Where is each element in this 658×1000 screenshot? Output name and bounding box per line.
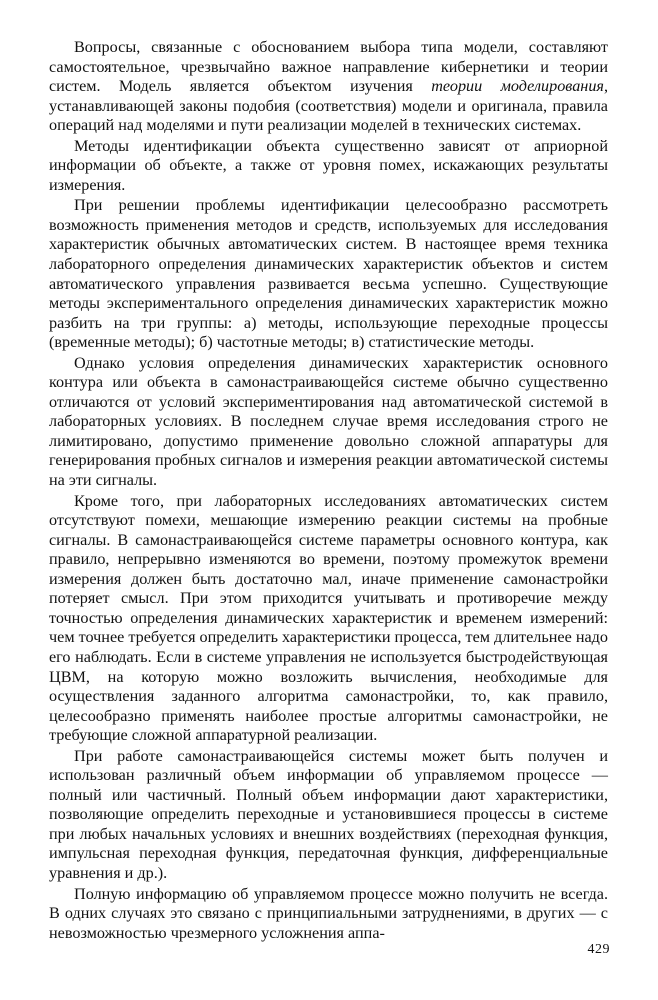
paragraph-1 xyxy=(49,38,608,136)
paragraph-3: При решении проблемы идентификации целесообразно рассмотреть возможность применения методов и средств, используемых для исследования характеристик обычных автоматических систем. В настоящее время техника лабораторного определения динамических характеристик объектов и систем автоматического управления развивается весьма успешно. Существующие методы экспериментального определения динамических характеристик можно разбить на три группы: а) методы, использующие переходные процессы (временные методы); б) частотные методы; в) статистические методы. xyxy=(49,196,608,352)
paragraph-6: При работе самонастраивающейся системы может быть получен и использован различный объем информации об управляемом процессе — полный или частичный. Полный объем информации дают характеристики, позволяющие определить переходные и установившиеся процессы в системе при любых начальных условиях и внешних воздействиях (переходная функция, импульсная переходная функция, передаточная функция, дифференциальные уравнения и др.). xyxy=(49,746,608,882)
page-number: 429 xyxy=(587,942,610,957)
paragraph-5: Кроме того, при лабораторных исследованиях автоматических систем отсутствуют помехи, мешающие измерению реакции системы на пробные сигналы. В самонастраивающейся системе параметры основного контура, как правило, непрерывно изменяются во времени, поэтому промежуток времени измерения должен быть достаточно мал, иначе применение самонастройки потеряет смысл. При этом приходится учитывать и противоречие между точностью определения динамических характеристик и временем измерений: чем точнее требуется определить характеристики процесса, тем длительнее надо его наблюдать. Если в системе управления не используется быстродействующая ЦВМ, на которую можно возложить вычисления, необходимые для осуществления заданного алгоритма самонастройки, то, как правило, целесообразно применять наиболее простые алгоритмы самонастройки, не требующие сложной аппаратурной реализации. xyxy=(49,491,608,745)
paragraph-1-text-after: , устанавливающей законы подобия (соответствия) модели и оригинала, правила операций над моделями и пути реализации моделей в технических системах. xyxy=(49,77,609,135)
paragraph-4: Однако условия определения динамических характеристик основного контура или объекта в самонастраивающейся системе обычно существенно отличаются от условий экспериментирования над автоматической системой в лабораторных условиях. В последнем случае время исследования строго не лимитировано, допустимо применение довольно сложной аппаратуры для генерирования пробных сигналов и измерения реакции автоматической системы на эти сигналы. xyxy=(49,353,608,490)
paragraph-1-text-before: Вопросы, связанные с обоснованием выбора типа модели, составляют самостоятельное, чрезвычайно важное направление кибернетики и теории систем. Модель является объектом изучения xyxy=(49,38,608,96)
paragraph-1-emphasis: теории моделирования xyxy=(431,77,604,96)
paragraph-2: Методы идентификации объекта существенно зависят от априорной информации об объекте, а также от уровня помех, искажающих результаты измерения. xyxy=(49,136,608,194)
paragraph-7: Полную информацию об управляемом процессе можно получить не всегда. В одних случаях это связано с принципиальными затруднениями, в других — с невозможностью чрезмерного усложнения аппа- xyxy=(49,884,608,942)
